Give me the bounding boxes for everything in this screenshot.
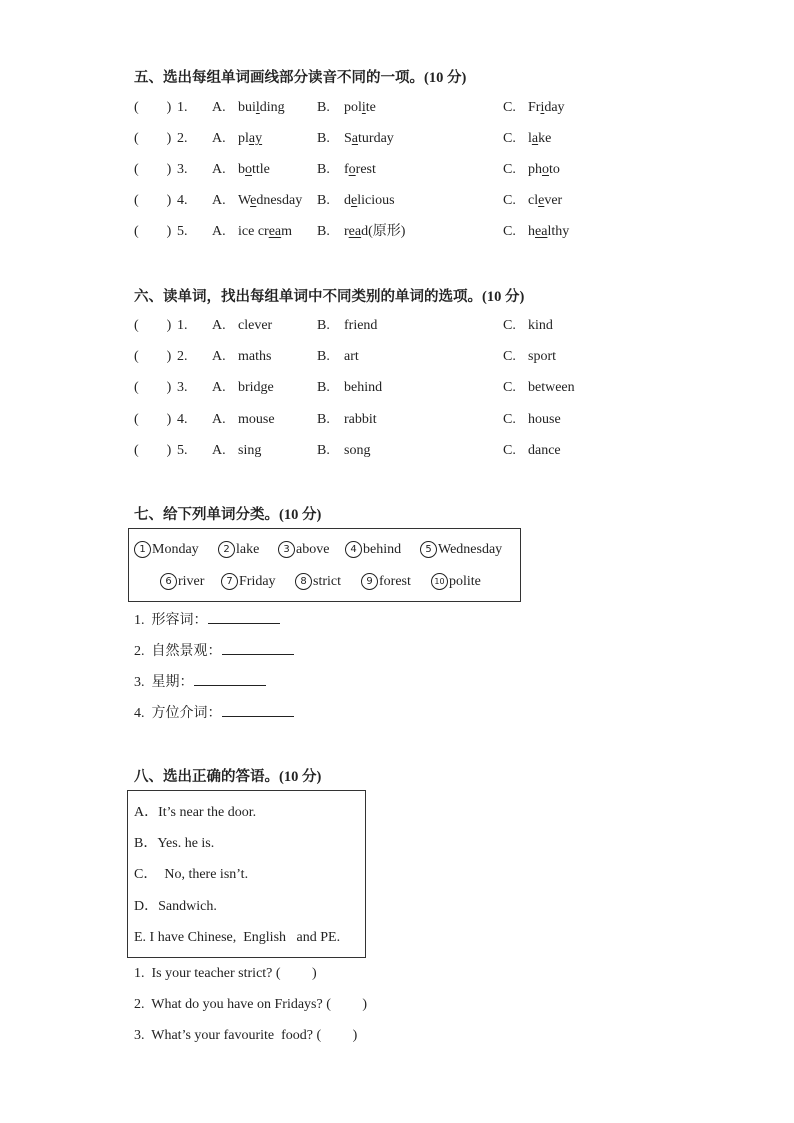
section-6-title: 六、读单词，找出每组单词中不同类别的单词的选项。 bbox=[134, 289, 482, 305]
category-row bbox=[134, 702, 294, 722]
option-letter: C. bbox=[503, 443, 516, 458]
option-word bbox=[238, 129, 262, 149]
option-word bbox=[528, 191, 562, 211]
section-8-title: 八、选出正确的答语。 bbox=[134, 769, 279, 785]
word-part: day bbox=[544, 100, 565, 115]
option-letter: A. bbox=[212, 380, 226, 395]
answer-parentheses[interactable]: ( ) bbox=[134, 349, 172, 364]
word-part: pl bbox=[238, 131, 249, 146]
question-number: 3. bbox=[177, 162, 188, 177]
option-letter: B. bbox=[317, 380, 330, 395]
dialogue-question bbox=[134, 995, 367, 1015]
option-letter: B. bbox=[317, 193, 330, 208]
underlined-part: e bbox=[250, 193, 257, 208]
category-label: 形容词： bbox=[151, 612, 208, 628]
option-letter: A. bbox=[212, 412, 226, 427]
circled-number: 9 bbox=[361, 573, 378, 590]
category-number: 2. bbox=[134, 644, 145, 659]
option-letter: C. bbox=[503, 131, 516, 146]
circled-number: 10 bbox=[431, 573, 448, 590]
option-letter: A. bbox=[212, 162, 226, 177]
option-word: sing bbox=[238, 443, 262, 458]
word-part: f bbox=[344, 162, 349, 177]
answer-option: A．It’s near the door. bbox=[134, 805, 257, 820]
underlined-part: a bbox=[531, 131, 539, 146]
category-number: 3. bbox=[134, 675, 145, 690]
option-letter: B. bbox=[317, 100, 330, 115]
option-word: song bbox=[344, 443, 371, 458]
word-part: lthy bbox=[547, 224, 570, 239]
circled-number: 5 bbox=[420, 541, 437, 558]
option-word bbox=[238, 98, 285, 118]
word-part: ttle bbox=[252, 162, 270, 177]
option-word: mouse bbox=[238, 412, 275, 427]
word-bank-word: Wednesday bbox=[438, 542, 503, 557]
word-bank-word: river bbox=[178, 574, 205, 589]
circled-number: 7 bbox=[221, 573, 238, 590]
answer-parentheses[interactable]: ( ) bbox=[134, 380, 172, 395]
question-number: 5. bbox=[177, 224, 188, 239]
question-number: 1. bbox=[177, 318, 188, 333]
word-part: pol bbox=[344, 100, 362, 115]
option-letter: A. bbox=[212, 349, 226, 364]
option-word bbox=[344, 222, 405, 242]
option-word: bridge bbox=[238, 380, 274, 395]
word-bank-item bbox=[218, 540, 259, 560]
section-7-heading bbox=[134, 503, 321, 524]
answer-parentheses[interactable]: ( ) bbox=[134, 318, 172, 333]
answer-parentheses[interactable]: ( ) bbox=[134, 100, 172, 115]
question-number: 4. bbox=[177, 193, 188, 208]
word-part: d(原形) bbox=[361, 224, 406, 239]
word-part: ver bbox=[544, 193, 563, 208]
answer-blank[interactable] bbox=[194, 671, 266, 686]
word-bank-word: Friday bbox=[239, 574, 276, 589]
answer-option: E. I have Chinese, English and PE. bbox=[134, 930, 341, 945]
underlined-part: o bbox=[542, 162, 549, 177]
category-label: 方位介词： bbox=[151, 705, 222, 721]
underlined-part: a bbox=[351, 131, 359, 146]
underlined-part: i bbox=[540, 100, 545, 115]
section-5-heading bbox=[134, 66, 466, 87]
category-label: 星期： bbox=[151, 674, 194, 690]
option-letter: C. bbox=[503, 162, 516, 177]
answer-option: D．Sandwich. bbox=[134, 899, 217, 914]
circled-number: 2 bbox=[218, 541, 235, 558]
option-word: behind bbox=[344, 380, 383, 395]
word-bank-item bbox=[278, 540, 329, 560]
option-letter: C. bbox=[503, 318, 516, 333]
option-word bbox=[528, 222, 569, 242]
word-bank-word: lake bbox=[236, 542, 260, 557]
answer-blank[interactable] bbox=[222, 640, 294, 655]
option-word bbox=[344, 129, 394, 149]
underlined-part: ea bbox=[535, 224, 548, 239]
word-part: licious bbox=[357, 193, 395, 208]
option-word: kind bbox=[528, 318, 553, 333]
word-part: d bbox=[344, 193, 351, 208]
section-5-points: (10 分) bbox=[424, 70, 467, 86]
category-label: 自然景观： bbox=[151, 643, 222, 659]
word-bank-item bbox=[420, 540, 502, 560]
section-6-heading bbox=[134, 285, 524, 306]
word-bank-word: Monday bbox=[152, 542, 199, 557]
word-part: ice cr bbox=[238, 224, 269, 239]
category-row bbox=[134, 640, 294, 660]
option-word bbox=[528, 160, 560, 180]
word-bank-item bbox=[221, 572, 276, 592]
option-word bbox=[528, 98, 565, 118]
answer-parentheses[interactable]: ( ) bbox=[134, 193, 172, 208]
word-part: Fr bbox=[528, 100, 541, 115]
option-letter: A. bbox=[212, 318, 226, 333]
underlined-part: e bbox=[538, 193, 545, 208]
answer-parentheses[interactable]: ( ) bbox=[134, 412, 172, 427]
question-text[interactable]: Is your teacher strict? ( ) bbox=[151, 966, 317, 981]
question-number: 2. bbox=[177, 349, 188, 364]
option-word bbox=[528, 129, 551, 149]
option-letter: B. bbox=[317, 162, 330, 177]
word-bank-item bbox=[345, 540, 401, 560]
section-5-title: 五、选出每组单词画线部分读音不同的一项。 bbox=[134, 70, 424, 86]
word-bank-word: strict bbox=[313, 574, 341, 589]
dialogue-question bbox=[134, 1026, 357, 1046]
word-part: ph bbox=[528, 162, 542, 177]
underlined-part: o bbox=[348, 162, 356, 177]
option-letter: C. bbox=[503, 349, 516, 364]
section-6-points: (10 分) bbox=[482, 289, 525, 305]
dialogue-question bbox=[134, 964, 317, 984]
option-word: maths bbox=[238, 349, 272, 364]
circled-number: 1 bbox=[134, 541, 151, 558]
answer-parentheses[interactable]: ( ) bbox=[134, 131, 172, 146]
option-letter: A. bbox=[212, 224, 226, 239]
underlined-part: ea bbox=[268, 224, 282, 239]
answer-option: B．Yes. he is. bbox=[134, 836, 215, 851]
option-word bbox=[238, 191, 302, 211]
word-part: te bbox=[365, 100, 376, 115]
option-letter: A. bbox=[212, 131, 226, 146]
circled-number: 8 bbox=[295, 573, 312, 590]
section-7-title: 七、给下列单词分类。 bbox=[134, 507, 279, 523]
question-text[interactable]: What’s your favourite food? ( ) bbox=[151, 1028, 358, 1043]
answer-blank[interactable] bbox=[222, 702, 294, 717]
word-bank-item bbox=[431, 572, 481, 592]
option-word: sport bbox=[528, 349, 556, 364]
word-bank-item bbox=[295, 572, 341, 592]
option-letter: C. bbox=[503, 412, 516, 427]
word-part: to bbox=[549, 162, 560, 177]
option-letter: B. bbox=[317, 224, 330, 239]
underlined-part: o bbox=[245, 162, 252, 177]
question-number: 4. bbox=[177, 412, 188, 427]
question-number: 5. bbox=[177, 443, 188, 458]
word-part: h bbox=[528, 224, 535, 239]
option-letter: A. bbox=[212, 193, 226, 208]
underlined-part: ea bbox=[348, 224, 362, 239]
option-word: dance bbox=[528, 443, 561, 458]
word-bank-word: polite bbox=[449, 574, 481, 589]
option-word bbox=[344, 98, 376, 118]
question-number: 1. bbox=[134, 966, 145, 981]
word-bank-word: behind bbox=[363, 542, 402, 557]
option-letter: B. bbox=[317, 412, 330, 427]
option-letter: B. bbox=[317, 349, 330, 364]
option-word: clever bbox=[238, 318, 273, 333]
option-letter: C. bbox=[503, 100, 516, 115]
answer-parentheses[interactable]: ( ) bbox=[134, 224, 172, 239]
option-word: art bbox=[344, 349, 359, 364]
circled-number: 4 bbox=[345, 541, 362, 558]
option-word bbox=[344, 191, 395, 211]
question-number: 3. bbox=[177, 380, 188, 395]
word-bank-box bbox=[128, 528, 521, 602]
word-part: r bbox=[344, 224, 349, 239]
option-word bbox=[238, 222, 292, 242]
word-part: b bbox=[238, 162, 245, 177]
category-row bbox=[134, 609, 280, 629]
word-part: dnesday bbox=[256, 193, 303, 208]
question-number: 2. bbox=[134, 997, 145, 1012]
option-letter: C. bbox=[503, 224, 516, 239]
section-8-points: (10 分) bbox=[279, 769, 322, 785]
option-word bbox=[344, 160, 376, 180]
option-letter: C. bbox=[503, 193, 516, 208]
option-word: friend bbox=[344, 318, 378, 333]
word-part: rest bbox=[355, 162, 376, 177]
word-part: W bbox=[238, 193, 251, 208]
underlined-part: e bbox=[351, 193, 358, 208]
word-bank-item bbox=[134, 540, 199, 560]
word-bank-word: above bbox=[296, 542, 330, 557]
word-part: cl bbox=[528, 193, 539, 208]
word-part: turday bbox=[358, 131, 394, 146]
answer-parentheses[interactable]: ( ) bbox=[134, 443, 172, 458]
option-word: house bbox=[528, 412, 561, 427]
option-letter: A. bbox=[212, 100, 226, 115]
section-8-heading bbox=[134, 765, 321, 786]
answer-blank[interactable] bbox=[208, 609, 280, 624]
answer-options-box bbox=[127, 790, 366, 958]
question-number: 2. bbox=[177, 131, 188, 146]
category-number: 1. bbox=[134, 613, 145, 628]
answer-option: C． No, there isn’t. bbox=[134, 867, 249, 882]
circled-number: 6 bbox=[160, 573, 177, 590]
word-part: bui bbox=[238, 100, 256, 115]
word-bank-item bbox=[160, 572, 204, 592]
option-word: between bbox=[528, 380, 575, 395]
word-part: ke bbox=[538, 131, 552, 146]
answer-parentheses[interactable]: ( ) bbox=[134, 162, 172, 177]
word-part: m bbox=[281, 224, 293, 239]
question-text[interactable]: What do you have on Fridays? ( ) bbox=[151, 997, 368, 1012]
word-part: S bbox=[344, 131, 352, 146]
option-letter: A. bbox=[212, 443, 226, 458]
underlined-part: i bbox=[361, 100, 366, 115]
category-row bbox=[134, 671, 266, 691]
question-number: 1. bbox=[177, 100, 188, 115]
word-part: l bbox=[528, 131, 532, 146]
category-number: 4. bbox=[134, 706, 145, 721]
word-bank-word: forest bbox=[379, 574, 411, 589]
option-word bbox=[238, 160, 270, 180]
word-part: ding bbox=[259, 100, 285, 115]
option-word: rabbit bbox=[344, 412, 377, 427]
option-letter: B. bbox=[317, 131, 330, 146]
circled-number: 3 bbox=[278, 541, 295, 558]
word-bank-item bbox=[361, 572, 411, 592]
option-letter: C. bbox=[503, 380, 516, 395]
question-number: 3. bbox=[134, 1028, 145, 1043]
option-letter: B. bbox=[317, 443, 330, 458]
underlined-part: l bbox=[255, 100, 260, 115]
option-letter: B. bbox=[317, 318, 330, 333]
underlined-part: ay bbox=[248, 131, 263, 146]
section-7-points: (10 分) bbox=[279, 507, 322, 523]
